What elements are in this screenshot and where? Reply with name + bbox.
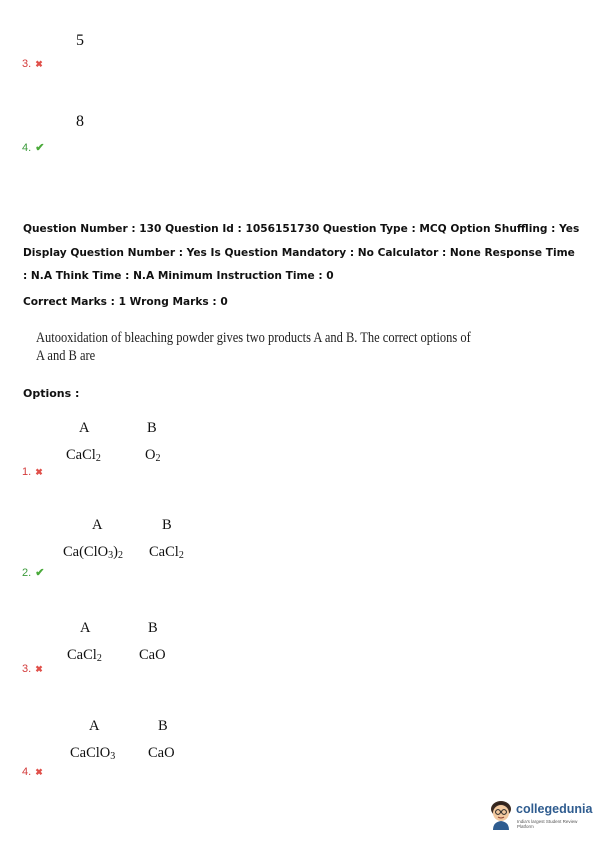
option-2-answer-a (63, 544, 123, 561)
formula-base: O (145, 447, 156, 463)
option-number: 4. (22, 766, 32, 778)
option-number: 1. (22, 466, 32, 478)
question-text-line-2: A and B are (36, 348, 96, 364)
prev-option-4-label (22, 141, 44, 154)
meta-line-1: Question Number : 130 Question Id : 1056151730 Question Type : MCQ Option Shuffling : Yes (23, 223, 580, 235)
options-label: Options : (23, 387, 80, 400)
option-4-head-b: B (158, 718, 168, 734)
cross-icon: ✖ (35, 467, 43, 477)
formula-sub: 2 (178, 550, 184, 561)
formula-sub: 2 (155, 453, 161, 464)
question-meta (23, 218, 583, 314)
formula-sub: 2 (95, 453, 101, 464)
formula-sub: 3 (108, 550, 114, 561)
question-text (36, 329, 471, 365)
meta-line-3: : N.A Think Time : N.A Minimum Instruction Time : 0 (23, 270, 334, 282)
cross-icon: ✖ (35, 767, 43, 777)
logo-tagline: India's largest Student Review Platform (517, 819, 578, 829)
prev-option-3-label (22, 58, 43, 70)
meta-line-4: Correct Marks : 1 Wrong Marks : 0 (23, 295, 228, 308)
formula-tail: ) (113, 544, 118, 560)
check-icon: ✔ (35, 142, 45, 154)
option-4-label (22, 766, 43, 778)
option-1-answer-a (66, 447, 101, 464)
prev-option-3-value: 5 (76, 32, 84, 49)
option-2-label (22, 566, 44, 579)
option-2-answer-b (149, 544, 184, 561)
formula-sub: 2 (96, 653, 102, 664)
option-3-head-b: B (148, 620, 158, 636)
logo-name: collegedunia (516, 802, 593, 816)
option-3-answer-a (67, 647, 102, 664)
option-number: 4. (22, 142, 32, 154)
option-2-head-a: A (92, 517, 103, 533)
check-icon: ✔ (35, 567, 45, 579)
option-3-label (22, 663, 43, 675)
option-1-head-a: A (79, 420, 90, 436)
formula-base: CaCl (66, 447, 96, 463)
formula-base: CaO (148, 745, 175, 761)
option-2-head-b: B (162, 517, 172, 533)
option-1-answer-b (145, 447, 160, 464)
option-number: 3. (22, 58, 32, 70)
option-number: 2. (22, 567, 32, 579)
formula-base: CaO (139, 647, 166, 663)
formula-base: Ca(ClO (63, 544, 109, 560)
meta-line-2: Display Question Number : Yes Is Question Mandatory : No Calculator : None Response Time (23, 246, 575, 259)
option-4-head-a: A (89, 718, 100, 734)
option-1-head-b: B (147, 420, 157, 436)
question-text-line-1: Autooxidation of bleaching powder gives two products A and B. The correct options of (36, 330, 471, 346)
formula-base: CaClO (70, 745, 111, 761)
option-4-answer-b (148, 745, 175, 762)
student-mascot-icon (488, 798, 514, 830)
option-1-label (22, 466, 43, 478)
option-3-answer-b (139, 647, 166, 664)
formula-sub: 2 (117, 550, 123, 561)
option-number: 3. (22, 663, 32, 675)
option-3-head-a: A (80, 620, 91, 636)
cross-icon: ✖ (35, 664, 43, 674)
formula-sub: 3 (110, 751, 116, 762)
prev-option-4-value: 8 (76, 113, 84, 130)
collegedunia-logo (488, 798, 593, 832)
formula-base: CaCl (67, 647, 97, 663)
cross-icon: ✖ (35, 59, 43, 69)
formula-base: CaCl (149, 544, 179, 560)
option-4-answer-a (70, 745, 115, 762)
